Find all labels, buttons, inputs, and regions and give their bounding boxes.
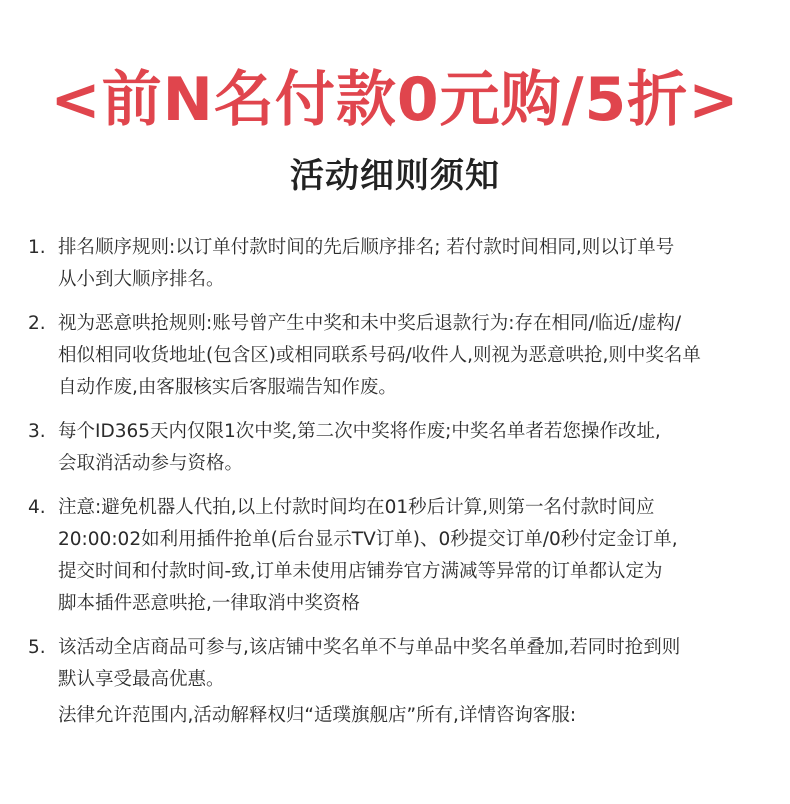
rule-line [28,632,768,664]
rule-line: 会取消活动参与资格。 [58,453,244,474]
rule-line [28,416,768,448]
rule-number: 4. [28,497,46,518]
rule-line: 从小到大顺序排名。 [58,269,225,290]
rule-number: 1. [28,237,46,258]
rule-number: 5. [28,637,46,658]
rule-line: 自动作废,由客服核实后客服端告知作废。 [58,377,397,398]
rule-line: 提交时间和付款时间-致,订单未使用店铺券官方满减等异常的订单都认定为 [58,561,663,582]
rule-line [28,492,768,524]
rule-item-4 [28,492,768,620]
rule-line [28,308,768,340]
rule-text: 该活动全店商品可参与,该店铺中奖名单不与单品中奖名单叠加,若同时抢到则 [58,637,681,658]
rule-number: 2. [28,313,46,334]
rule-line: 脚本插件恶意哄抢,一律取消中奖资格 [58,593,360,614]
rule-text: 排名顺序规则:以订单付款时间的先后顺序排名; 若付款时间相同,则以订单号 [58,237,675,258]
rule-line: 相似相同收货地址(包含区)或相同联系号码/收件人,则视为恶意哄抢,则中奖名单 [58,345,701,366]
rule-item-1 [28,232,768,296]
rule-text: 视为恶意哄抢规则:账号曾产生中奖和未中奖后退款行为:存在相同/临近/虚构/ [58,313,682,334]
rule-text: 注意:避免机器人代拍,以上付款时间均在01秒后计算,则第一名付款时间应 [58,497,655,518]
rule-item-2 [28,308,768,404]
rule-text: 每个ID365天内仅限1次中奖,第二次中奖将作废;中奖名单者若您操作改址, [58,421,661,442]
rules-list [28,232,768,708]
rule-line: 20:00:02如利用插件抢单(后台显示TV订单)、0秒提交订单/0秒付定金订单, [58,529,678,550]
legal-footer-note: 法律允许范围内,活动解释权归“适璞旗舰店”所有,详情咨询客服: [58,705,577,726]
rule-item-5 [28,632,768,696]
rule-number: 3. [28,421,46,442]
promo-headline: <前N名付款0元购/5折> [50,65,740,135]
rule-line [28,232,768,264]
rule-line: 默认享受最高优惠。 [58,669,225,690]
rules-subtitle: 活动细则须知 [290,156,500,196]
rule-item-3 [28,416,768,480]
